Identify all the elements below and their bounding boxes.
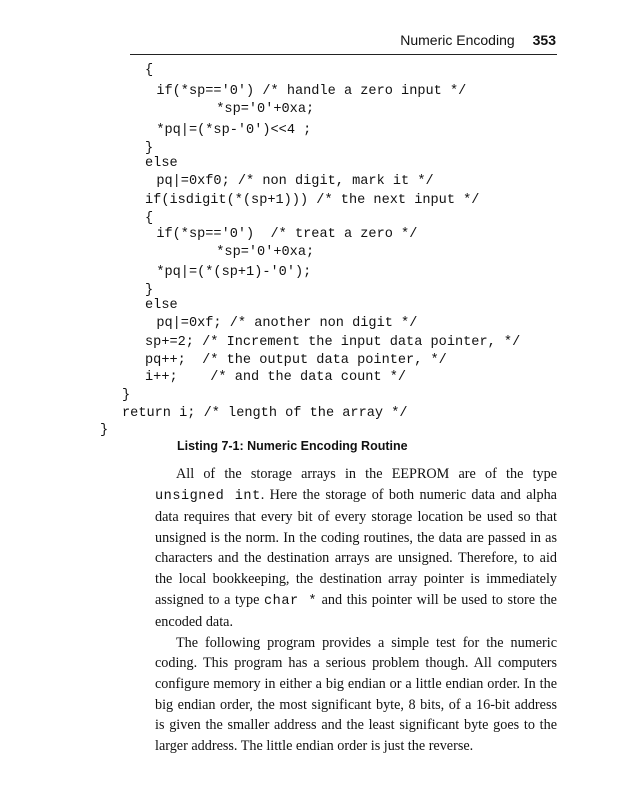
listing-caption: Listing 7-1: Numeric Encoding Routine: [177, 439, 408, 453]
paragraph: The following program provides a simple test for the numeric coding. This program has a serious problem though. All computers configure memory in either a big endian or a little endian order. In the big endian order, the most significant byte, 8 bits, of a 16-bit address is given the smaller address and the least significant byte goes to the larger address. The little endian order is just the reverse.: [155, 634, 557, 754]
code-line: if(*sp=='0') /* treat a zero */: [140, 227, 418, 242]
code-line: *pq|=(*(sp+1)-'0');: [140, 265, 312, 280]
code-line: else: [145, 298, 178, 313]
running-head: [0, 32, 556, 48]
code-line: }: [145, 141, 154, 156]
paragraph: [155, 464, 557, 633]
code-line: {: [145, 63, 154, 78]
code-line: {: [145, 211, 154, 226]
code-line: pq|=0xf; /* another non digit */: [140, 316, 418, 331]
code-line: sp+=2; /* Increment the input data pointer, */: [145, 335, 521, 350]
body-text: [155, 464, 557, 756]
code-line: i++; /* and the data count */: [145, 370, 407, 385]
code-line: if(*sp=='0') /* handle a zero input */: [140, 84, 467, 99]
inline-code: char *: [264, 593, 318, 609]
code-line: }: [145, 283, 154, 298]
code-line: pq|=0xf0; /* non digit, mark it */: [140, 174, 434, 189]
code-line: pq++; /* the output data pointer, */: [145, 353, 447, 368]
code-line: *sp='0'+0xa;: [151, 245, 315, 260]
code-line: return i; /* length of the array */: [122, 406, 408, 421]
page-number: 353: [532, 32, 556, 48]
inline-code: unsigned int: [155, 488, 261, 504]
code-line: else: [145, 156, 178, 171]
code-line: if(isdigit(*(sp+1))) /* the next input */: [145, 193, 480, 208]
paragraph-text: All of the storage arrays in the EEPROM are of the type: [176, 466, 557, 482]
code-line: *sp='0'+0xa;: [151, 102, 315, 117]
paragraph-text: and this pointer will be used to store the encoded data.: [155, 591, 557, 631]
code-line: }: [100, 423, 109, 438]
code-line: }: [122, 388, 131, 403]
chapter-section-title: Numeric Encoding: [400, 32, 515, 48]
code-line: *pq|=(*sp-'0')<<4 ;: [140, 123, 312, 138]
paragraph-text: . Here the storage of both numeric data and alpha data requires that every bit of every storage location be used so that unsigned is the norm. In the coding routines, the data are passed in as characters and the destination arrays are unsigned. Therefore, to aid the local bookkeeping, the destination array pointer is immediately assigned to a type: [155, 486, 557, 608]
header-rule: [130, 54, 557, 55]
